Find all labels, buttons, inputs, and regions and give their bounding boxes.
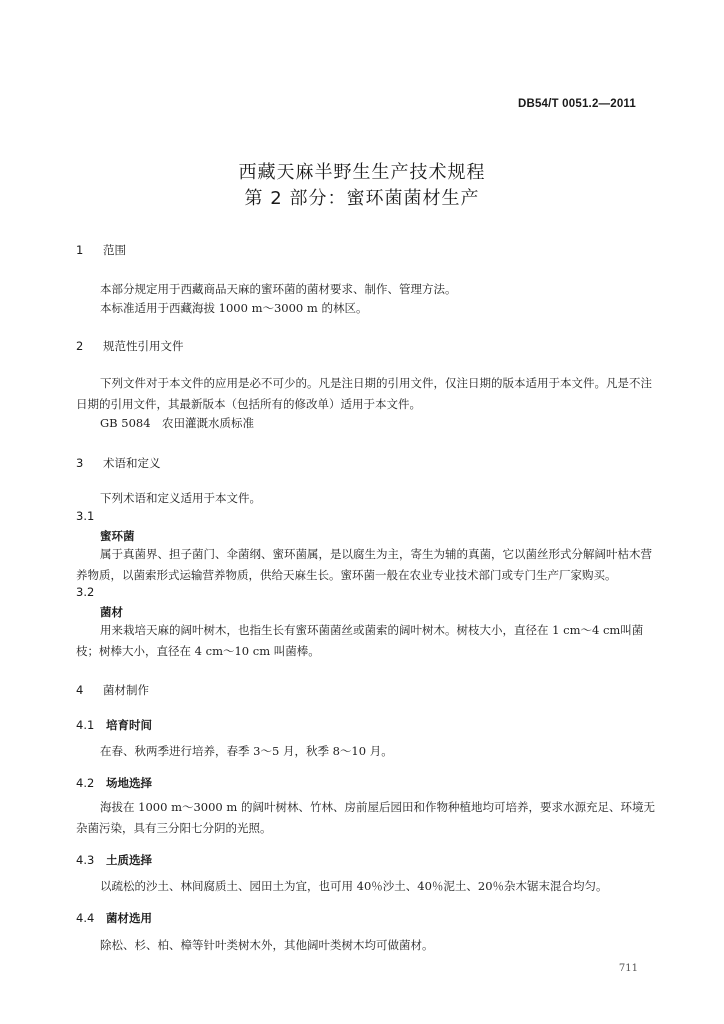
subsection-title: 土质选择 [106, 853, 152, 867]
section-number: 3 [76, 456, 84, 470]
section-title: 术语和定义 [103, 456, 161, 470]
standard-code: DB54/T 0051.2—2011 [517, 98, 636, 110]
paragraph: 本标准适用于西藏海拔 1000 m～3000 m 的林区。 [100, 301, 368, 315]
term-number: 3.1 [76, 509, 95, 523]
section-number: 4 [76, 683, 84, 697]
term-number: 3.2 [76, 585, 95, 599]
page-number: 711 [618, 963, 638, 974]
subsection-title: 菌材选用 [106, 911, 152, 925]
section-2-heading [76, 338, 184, 354]
term-name: 蜜环菌 [100, 529, 135, 543]
term-definition: 属于真菌界、担子菌门、伞菌纲、蜜环菌属，是以腐生为主，寄生为辅的真菌，它以菌丝形式分解阔叶枯木营养物质，以菌索形式运输营养物质，供给天麻生长。蜜环菌一般在农业专业技术部门或专门生产厂家购买。 [76, 547, 652, 582]
section-3-heading [76, 455, 161, 471]
paragraph: 在春、秋两季进行培养，春季 3～5 月，秋季 8～10 月。 [100, 744, 393, 758]
subsection-title: 场地选择 [106, 776, 152, 790]
subsection-title: 培育时间 [106, 718, 152, 732]
paragraph: 本部分规定用于西藏商品天麻的蜜环菌的菌材要求、制作、管理方法。 [100, 282, 457, 296]
paragraph: 下列文件对于本文件的应用是必不可少的。凡是注日期的引用文件，仅注日期的版本适用于本文件。凡是不注日期的引用文件，其最新版本（包括所有的修改单）适用于本文件。 [76, 376, 652, 411]
section-title: 菌材制作 [103, 683, 149, 697]
document-title: 西藏天麻半野生生产技术规程 [238, 162, 486, 183]
section-title: 范围 [103, 243, 126, 257]
section-4-heading [76, 682, 149, 698]
subsection-number: 4.1 [76, 718, 95, 732]
section-1-heading [76, 242, 126, 258]
subsection-4-2-heading [76, 775, 152, 791]
subsection-4-4-heading [76, 910, 152, 926]
term-name: 菌材 [100, 605, 123, 619]
subsection-4-1-heading [76, 717, 152, 733]
section-number: 1 [76, 243, 84, 257]
paragraph: 以疏松的沙土、林间腐质土、园田土为宜，也可用 40％沙土、40％泥土、20％杂木锯末混合均匀。 [100, 879, 608, 893]
subsection-number: 4.2 [76, 776, 95, 790]
subsection-number: 4.3 [76, 853, 95, 867]
term-definition: 用来栽培天麻的阔叶树木，也指生长有蜜环菌菌丝或菌索的阔叶树木。树枝大小，直径在 1 cm～4 cm叫菌枝；树棒大小，直径在 4 cm～10 cm 叫菌棒。 [76, 623, 644, 658]
section-number: 2 [76, 339, 84, 353]
paragraph: 下列术语和定义适用于本文件。 [100, 491, 261, 505]
paragraph: 除松、杉、柏、樟等针叶类树木外，其他阔叶类树木均可做菌材。 [100, 938, 434, 952]
subsection-number: 4.4 [76, 911, 95, 925]
paragraph: 海拔在 1000 m～3000 m 的阔叶树林、竹林、房前屋后园田和作物种植地均可培养，要求水源充足、环境无杂菌污染，具有三分阳七分阴的光照。 [76, 800, 655, 835]
subsection-4-3-heading [76, 852, 152, 868]
section-title: 规范性引用文件 [103, 339, 184, 353]
document-subtitle: 第 2 部分：蜜环菌菌材生产 [244, 188, 480, 209]
normative-reference: GB 5084 农田灌溉水质标准 [100, 416, 255, 430]
